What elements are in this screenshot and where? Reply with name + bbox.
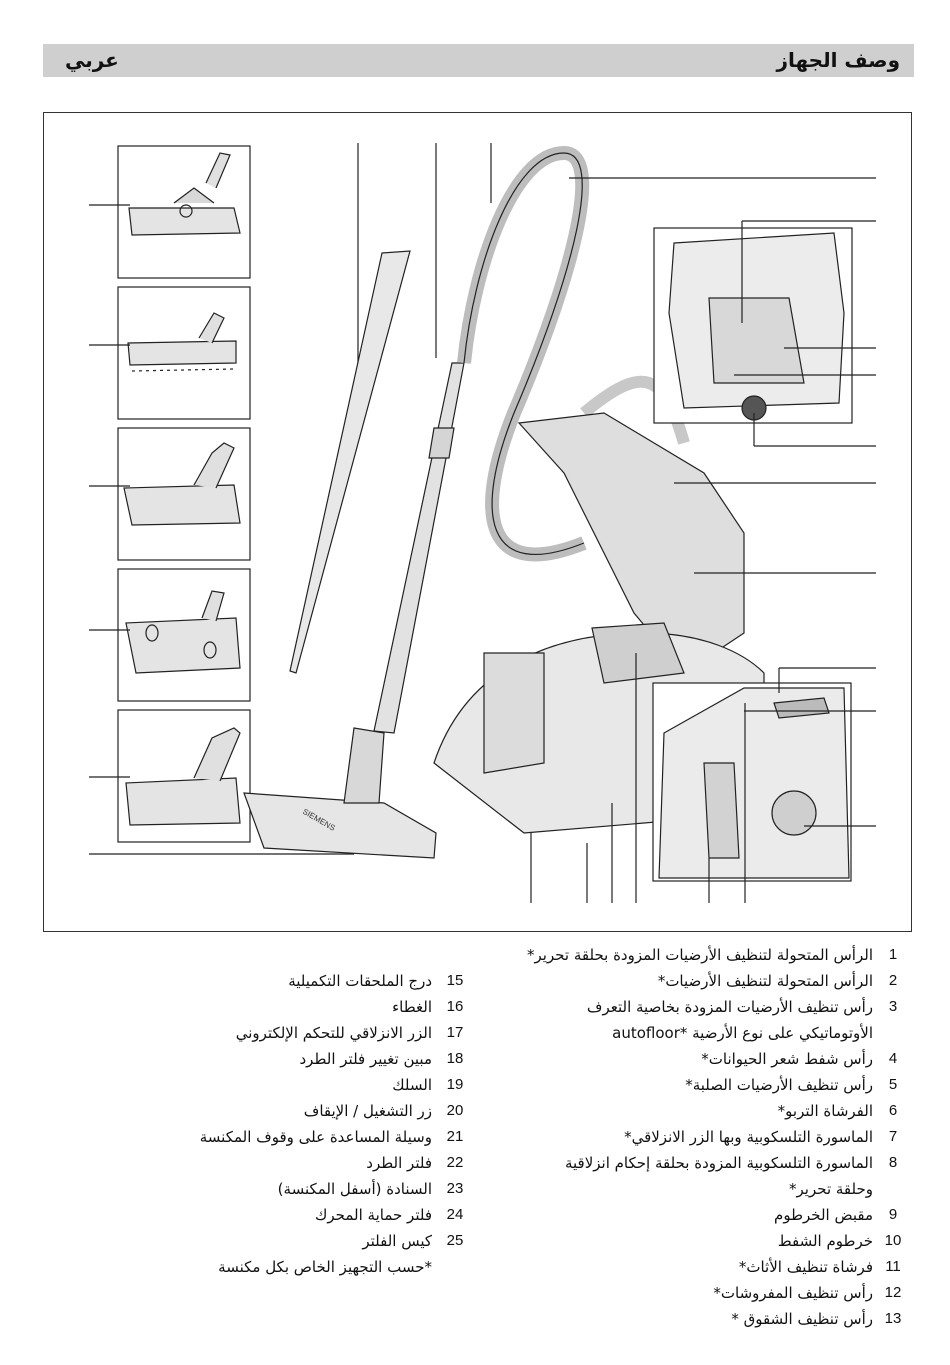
legend-item: 24 فلتر حماية المحرك — [315, 1206, 464, 1224]
telescopic-tube — [290, 251, 410, 673]
legend-item: 5 رأس تنظيف الأرضيات الصلبة* — [685, 1076, 898, 1094]
legend-item: 21 وسيلة المساعدة على وقوف المكنسة — [199, 1128, 464, 1146]
legend-item: 15 درج الملحقات التكميلية — [288, 972, 464, 990]
vacuum-illustration — [44, 113, 913, 933]
legend-item: 25 كيس الفلتر — [362, 1232, 464, 1250]
inset-compartment — [654, 228, 852, 423]
legend-item: 2 الرأس المتحولة لتنظيف الأرضيات* — [657, 972, 898, 990]
legend-item: 4 رأس شفط شعر الحيوانات* — [701, 1050, 898, 1068]
legend-list-left — [140, 968, 470, 1280]
legend-item: 13 رأس تنظيف الشقوق * — [731, 1310, 902, 1328]
legend-item: 18 مبين تغيير فلتر الطرد — [299, 1050, 464, 1068]
appliance-diagram — [43, 112, 912, 932]
accessory-box-3 — [118, 428, 250, 560]
accessory-box-4 — [118, 569, 250, 701]
accessory-box-1 — [118, 146, 250, 278]
legend-item: 12 رأس تنظيف المفروشات* — [713, 1284, 902, 1302]
page-title: وصف الجهاز — [776, 48, 900, 72]
legend-item: 20 زر التشغيل / الإيقاف — [303, 1102, 464, 1120]
legend-item: 7 الماسورة التلسكوبية وبها الزر الانزلاقي* — [624, 1128, 898, 1146]
header-bar — [43, 44, 914, 77]
accessory-box-5 — [118, 710, 250, 842]
legend-item: 23 السنادة (أسفل المكنسة) — [277, 1180, 464, 1198]
legend-item: 8 الماسورة التلسكوبية المزودة بحلقة إحكام انزلاقية وحلقة تحرير* — [564, 1154, 898, 1198]
footnote: *حسب التجهيز الخاص بكل مكنسة — [218, 1258, 432, 1276]
accessory-box-2 — [118, 287, 250, 419]
inset-cable-compartment — [653, 683, 851, 881]
legend-item: 1 الرأس المتحولة لتنظيف الأرضيات المزودة بحلقة تحرير* — [527, 946, 898, 964]
legend-item: 22 فلتر الطرد — [366, 1154, 464, 1172]
language-label: عربي — [65, 48, 119, 72]
legend-item: 11 فرشاة تنظيف الأثاث* — [738, 1258, 901, 1276]
legend-item: 17 الزر الانزلاقي للتحكم الإلكتروني — [235, 1024, 464, 1042]
legend-item: 10 خرطوم الشفط — [777, 1232, 902, 1250]
brand-logo: SIEMENS — [301, 806, 337, 833]
legend-list-right — [525, 942, 905, 1332]
legend-item: 6 الفرشاة التربو* — [777, 1102, 898, 1120]
filter-bag — [484, 653, 544, 773]
legend-item: 16 الغطاء — [392, 998, 464, 1016]
legend-item: 9 مقبض الخرطوم — [774, 1206, 898, 1224]
suction-hose — [464, 153, 584, 554]
legend-item: 3 رأس تنظيف الأرضيات المزودة بخاصية التعرف الأوتوماتيكي على نوع الأرضية *autofloor — [586, 998, 898, 1042]
floor-nozzle — [244, 793, 436, 858]
legend-item: 19 السلك — [392, 1076, 464, 1094]
